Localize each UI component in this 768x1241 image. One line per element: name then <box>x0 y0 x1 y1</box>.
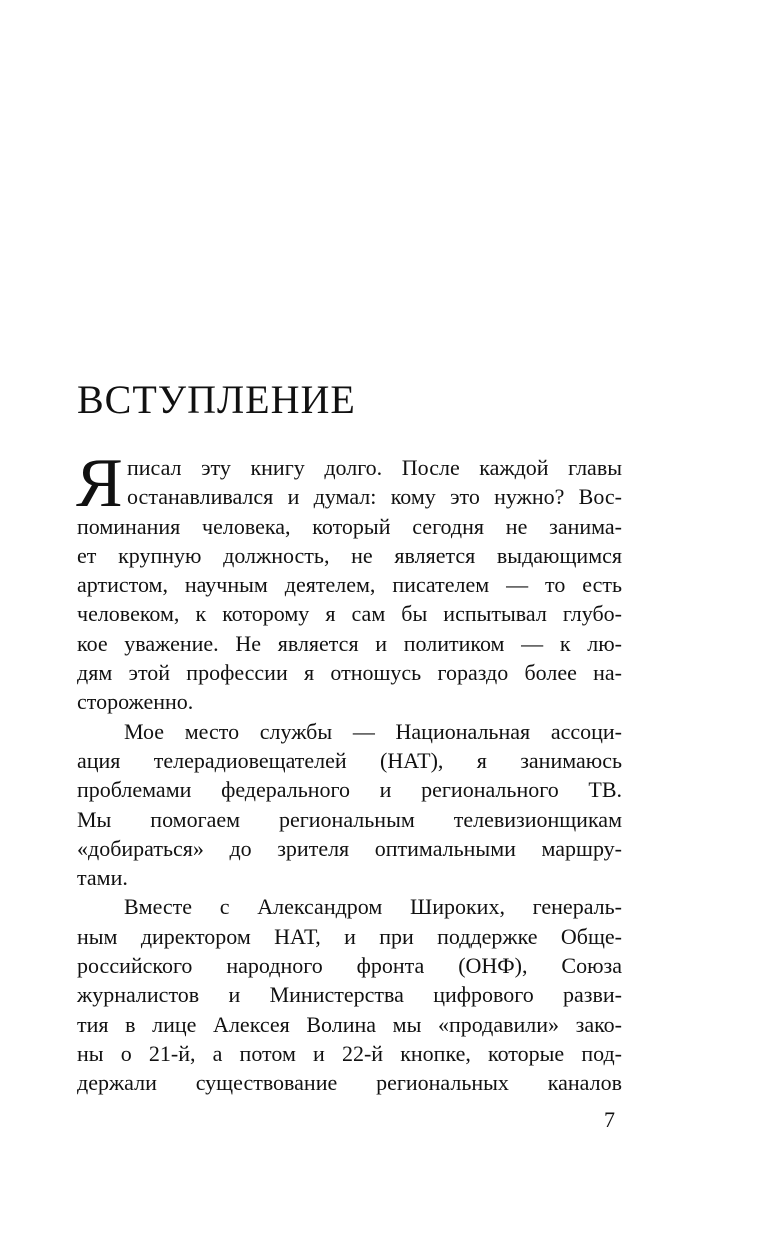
drop-cap-letter: Я <box>76 445 123 522</box>
text-line: писал эту книгу долго. После каждой главы <box>127 455 622 480</box>
text-line: проблемами федерального и регионального ТВ. <box>77 777 622 803</box>
text-line: российского народного фронта (ОНФ), Союза <box>77 953 622 979</box>
text-line: ным директором НАТ, и при поддержке Обще- <box>77 923 622 949</box>
text-line: «добираться» до зрителя оптимальными маршру- <box>77 835 622 861</box>
text-line: Мы помогаем региональным телевизионщикам <box>77 806 622 832</box>
body-text <box>76 445 622 1098</box>
text-line: Мое место службы — Национальная ассоци- <box>124 718 622 744</box>
text-line: тами. <box>77 865 128 891</box>
text-line: кое уважение. Не является и политиком — к лю- <box>77 630 622 656</box>
text-line: человеком, к которому я сам бы испытывал глубо- <box>77 601 622 627</box>
text-line: дям этой профессии я отношусь гораздо более на- <box>77 660 622 686</box>
text-line: поминания человека, который сегодня не занима- <box>77 513 622 539</box>
text-line: стороженно. <box>77 689 194 715</box>
text-line: ация телерадиовещателей (НАТ), я занимаюсь <box>77 747 622 773</box>
text-line: держали существование региональных каналов <box>77 1070 622 1096</box>
text-line: журналистов и Министерства цифрового разви- <box>77 982 622 1008</box>
text-line: тия в лице Алексея Волина мы «продавили» зако- <box>77 1011 622 1037</box>
chapter-title: ВСТУПЛЕНИЕ <box>77 377 356 422</box>
text-line: артистом, научным деятелем, писателем — то есть <box>77 572 622 598</box>
text-line: Вместе с Александром Широких, генераль- <box>124 894 622 920</box>
page-number: 7 <box>604 1107 615 1132</box>
text-line: останавливался и думал: кому это нужно? Вос- <box>127 484 622 510</box>
text-line: ны о 21-й, а потом и 22-й кнопке, которые под- <box>77 1040 622 1066</box>
text-line: ет крупную должность, не является выдающимся <box>77 542 622 568</box>
